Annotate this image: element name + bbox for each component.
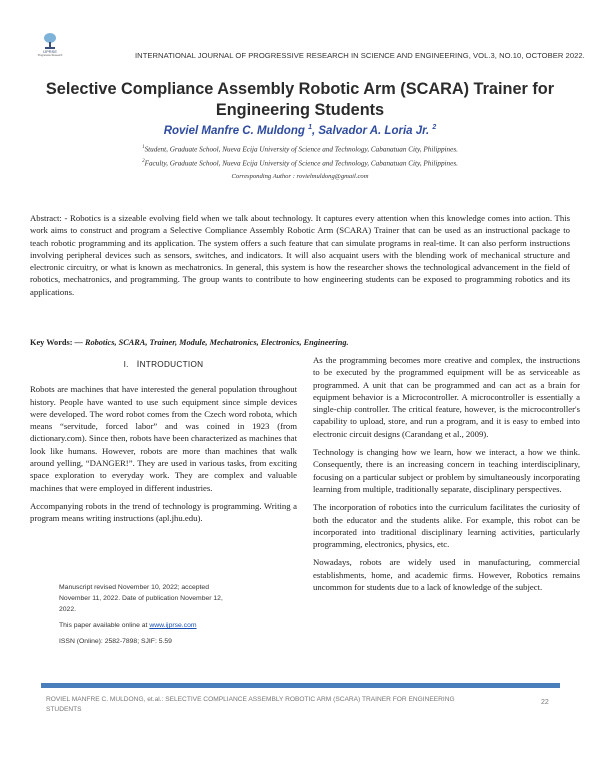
running-head: INTERNATIONAL JOURNAL OF PROGRESSIVE RESEARCH IN SCIENCE AND ENGINEERING, VOL.3, NO.10, OCTOBER 2022. (135, 51, 585, 60)
paragraph: Nowadays, robots are widely used in manufacturing, commercial establishments, home, and academic firms. However, Robotics remains uncommon for students due to a lack of knowledge of the subject. (313, 557, 580, 593)
publication-notes (59, 582, 239, 652)
footer-running-title: ROVIEL MANFRE C. MULDONG, et.al.: SELECTIVE COMPLIANCE ASSEMBLY ROBOTIC ARM (SCARA) TRAINER FOR ENGINEERING STUDENTS (46, 696, 455, 713)
logo-tagline: Progressive Research (37, 54, 63, 57)
author-affiliation-marker: 1 (308, 124, 312, 131)
affiliation-text: Student, Graduate School, Nueva Ecija University of Science and Technology, Cabanatuan City, Philippines. (144, 145, 458, 154)
journal-logo (37, 33, 63, 61)
author-name: Roviel Manfre C. Muldong (163, 124, 305, 137)
page-number: 22 (541, 699, 549, 706)
keywords (30, 338, 570, 347)
right-column (313, 354, 580, 599)
section-number: I. (123, 360, 129, 369)
section-title-rest: NTRODUCTION (139, 360, 204, 369)
keywords-list: Robotics, SCARA, Trainer, Module, Mechatronics, Electronics, Engineering. (84, 338, 349, 347)
paragraph: Robots are machines that have interested the general population throughout history. People have wanted to use such equipment since simple devices were developed. The word robot comes from the Czech word robota, which means “servitude, forced labor” and was coined in 1923 (from dictionary.com). Since then, robots have been characterized as machines that look like humans. However, robots are more than machines that walk around yelling, “DANGER!”. They are used in various tasks, from exciting space exploration to everyday work. They are complex and valuable machines that were employed in different industries. (30, 384, 297, 493)
keywords-label: Key Words: — (30, 338, 85, 347)
affiliation-1 (40, 145, 560, 153)
affiliation-2 (40, 159, 560, 167)
affiliation-marker: 2 (142, 159, 145, 164)
left-column (30, 358, 297, 531)
corresponding-author: Corresponding Author : rovielmuldong@gmail.com (231, 173, 369, 180)
paragraph: As the programming becomes more creative and complex, the instructions to be executed by the programmed equipment will be as serviceable as programmed. A unit that can be programmed and can act as a brain for equipment behavior is a Microcontroller. A microcontroller is essentially a single-chip controller. The critical feature, however, is the microcontroller's capability to upload, store, and run a program, and it is easy to embed into electronic circuit designs (Carandang et al., 2009). (313, 355, 580, 439)
online-prefix: This paper available online at (59, 622, 150, 629)
paragraph: Technology is changing how we learn, how we interact, a how we think. Consequently, there is an increasing concern in teaching interdisciplinary, focusing on a particular subject or problem by simultaneously incorporating learning from multiple, traditionally separate, disciplinary perspectives. (313, 447, 580, 494)
journal-website-link[interactable]: www.ijprse.com (149, 622, 197, 629)
online-availability (59, 620, 239, 631)
paragraph: The incorporation of robotics into the curriculum facilitates the curiosity of both the educator and the students alike. For example, this robot can be incorporated into traditional disciplinary learning activities, particularly programming, electronics, physics, etc. (313, 502, 580, 550)
author-affiliation-marker: 2 (432, 124, 437, 131)
section-title-initial: I (136, 359, 140, 369)
paper-title: Selective Compliance Assembly Robotic Arm (SCARA) Trainer for Engineering Students (45, 80, 555, 119)
affiliation-marker: 1 (142, 145, 145, 150)
logo-abbreviation: IJPRSE (42, 49, 57, 54)
footer-divider-bar (41, 683, 560, 688)
author-name: Salvador A. Loria Jr. (318, 124, 430, 137)
paragraph: Accompanying robots in the trend of technology is programming. Writing a program means writing instructions (apl.jhu.edu). (30, 500, 297, 524)
affiliation-text: Faculty, Graduate School, Nueva Ecija University of Science and Technology, Cabanatuan City, Philippines. (144, 159, 458, 168)
issn: ISSN (Online): 2582-7898; SJIF: 5.59 (59, 638, 172, 645)
author-list (40, 124, 560, 137)
manuscript-dates: Manuscript revised November 10, 2022; accepted November 11, 2022. Date of publication November 12, 2022. (59, 584, 223, 613)
abstract: Abstract: - Robotics is a sizeable evolving field when we talk about technology. It captures every attention when this knowledge comes into action. This work aims to construct and program a Selective Compliance Assembly Robotic Arm (SCARA) Trainer that can be used as an instructional package to teach robotic programming and its application. The system offers a such feature that can simulate programs in real-time. It can also perform instructions involving peripheral devices such as sensors, switches, and indicators. It will also acquaint users with the blending work of mechanical structure and electronic circuitry, or what is known as mechatronics. In general, this system is how the researcher shows the technological advancement in the field of robotics, mechatronics, and programming. The group wants to contribute to how engineering students can be exposed to programming robotics and its applications. (30, 213, 570, 297)
author-separator: , (312, 124, 319, 137)
section-heading (30, 358, 297, 371)
